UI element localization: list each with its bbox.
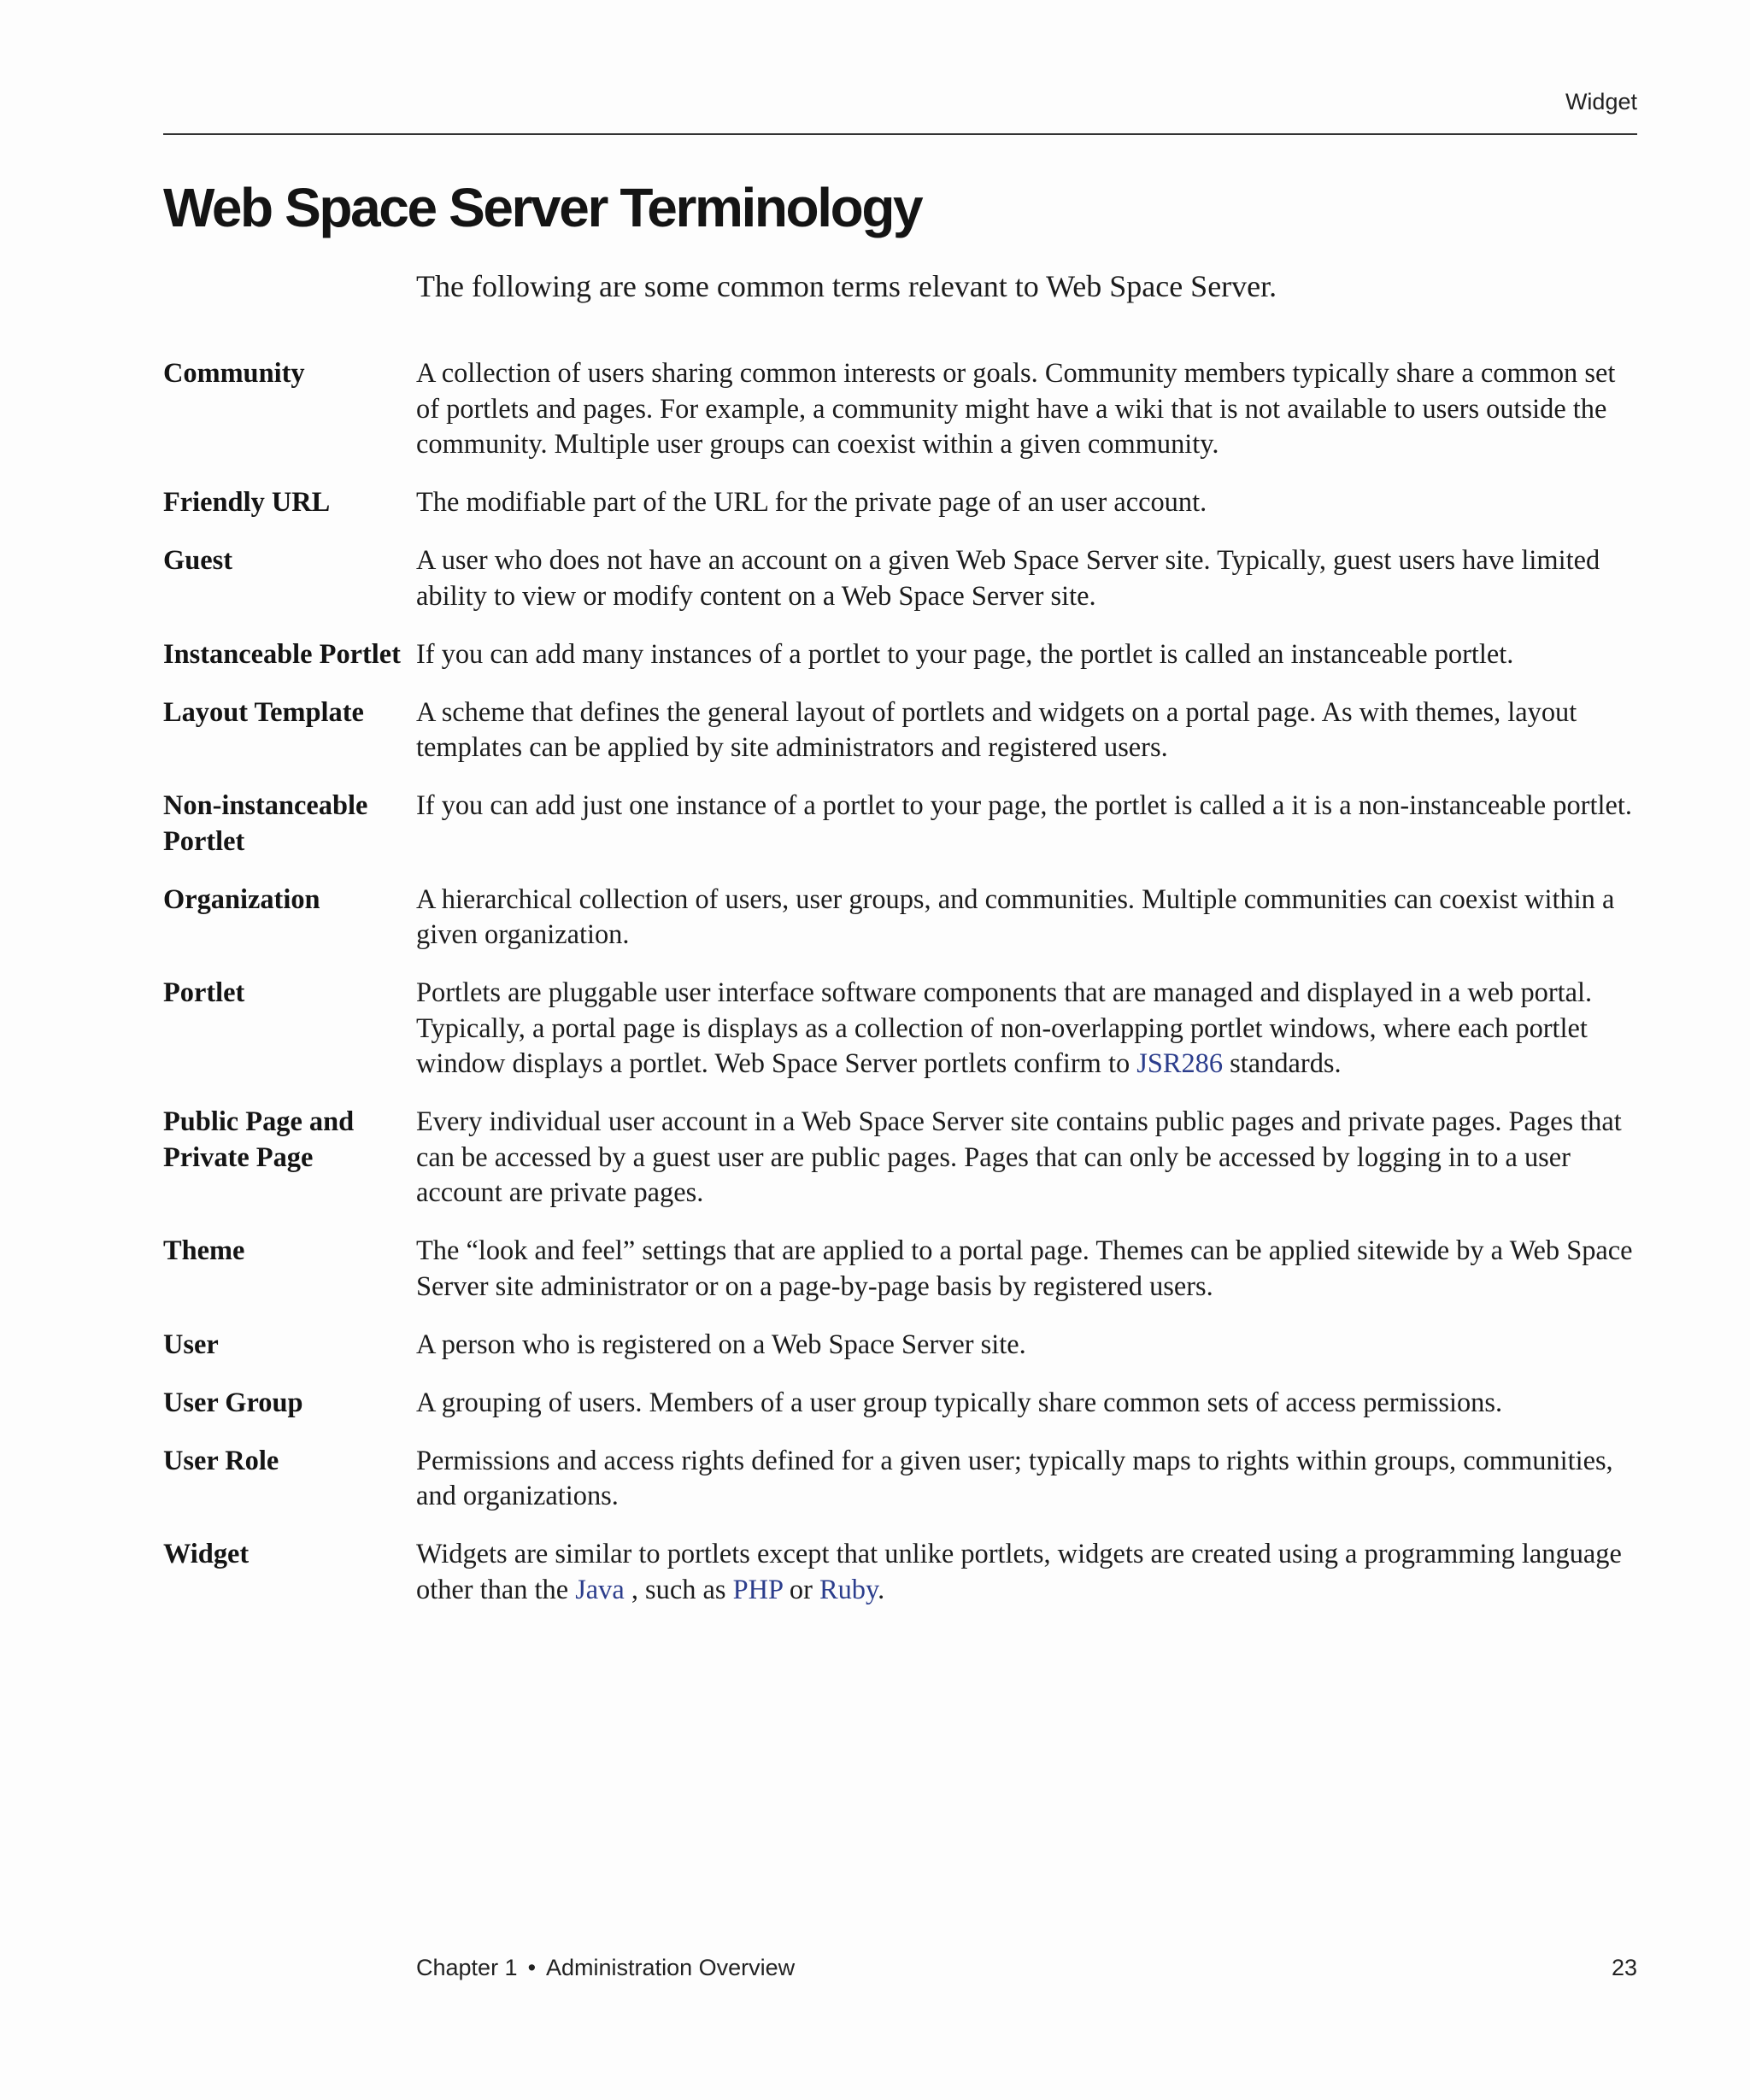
glossary-definition: A user who does not have an account on a given Web Space Server site. Typically, guest users have limited ability to view or modify content on a Web Space Server site.	[416, 545, 1600, 612]
glossary-entry-organization	[163, 883, 1637, 953]
java-link[interactable]: Java	[575, 1574, 625, 1605]
glossary-term: Guest	[163, 545, 232, 576]
intro-paragraph: The following are some common terms relevant to Web Space Server.	[416, 269, 1277, 303]
glossary-definition: A person who is registered on a Web Space Server site.	[416, 1329, 1026, 1360]
glossary-entry-guest	[163, 543, 1637, 614]
page-number: 23	[1611, 1955, 1637, 1980]
running-head: Widget	[1565, 89, 1637, 114]
glossary-term: Widget	[163, 1539, 250, 1569]
glossary-definition: A grouping of users. Members of a user group typically share common sets of access permissions.	[416, 1387, 1503, 1418]
glossary-definition: A scheme that defines the general layout of portlets and widgets on a portal page. As with themes, layout templates can be applied by site administrators and registered users.	[416, 696, 1577, 763]
glossary-term: User Group	[163, 1387, 303, 1418]
footer-chapter	[416, 1955, 795, 1981]
glossary-entry-non-instanceable-portlet	[163, 789, 1637, 859]
glossary-definition	[416, 976, 1637, 1082]
glossary-term: Friendly URL	[163, 487, 331, 518]
glossary-entry-user	[163, 1328, 1637, 1364]
glossary-term: Community	[163, 358, 305, 389]
ruby-link[interactable]: Ruby	[819, 1574, 878, 1605]
glossary-definition	[416, 1537, 1637, 1608]
footer-section-title: Administration Overview	[546, 1955, 796, 1980]
footer-bullet: •	[527, 1955, 537, 1980]
glossary-term: Non-instanceable Portlet	[163, 790, 368, 857]
glossary-definition: If you can add just one instance of a portlet to your page, the portlet is called a it is a non-instanceable portlet.	[416, 790, 1632, 821]
glossary-term: User	[163, 1329, 219, 1360]
glossary-term: Instanceable Portlet	[163, 638, 401, 670]
glossary-definition: The modifiable part of the URL for the private page of an user account.	[416, 487, 1207, 518]
glossary-entry-community	[163, 356, 1637, 463]
glossary-term: User Role	[163, 1445, 279, 1476]
php-link[interactable]: PHP	[732, 1574, 783, 1605]
header-rule	[163, 133, 1637, 135]
definition-text: or	[782, 1574, 819, 1605]
glossary-term: Organization	[163, 883, 320, 915]
glossary-term: Portlet	[163, 977, 245, 1008]
glossary-definition: Permissions and access rights defined for a given user; typically maps to rights within groups, communities, and organizations.	[416, 1445, 1613, 1511]
glossary-entry-user-group	[163, 1386, 1637, 1422]
glossary-entry-friendly-url	[163, 485, 1637, 521]
definition-text: Widgets are similar to portlets except that unlike portlets, widgets are created using a programming language other than the	[416, 1539, 1622, 1605]
definition-text: , such as	[624, 1574, 733, 1605]
glossary-definition: A hierarchical collection of users, user groups, and communities. Multiple communities can coexist within a given organization.	[416, 883, 1615, 950]
glossary-term: Layout Template	[163, 696, 364, 728]
glossary-definition: A collection of users sharing common interests or goals. Community members typically share a common set of portlets and pages. For example, a community might have a wiki that is not available to users outside the community. Multiple user groups can coexist within a given community.	[416, 358, 1616, 460]
definition-text: standards.	[1223, 1048, 1342, 1079]
glossary-entry-public-private-page	[163, 1105, 1637, 1211]
glossary-entry-widget	[163, 1537, 1637, 1608]
glossary-entry-instanceable-portlet	[163, 637, 1637, 673]
footer-chapter-number: Chapter 1	[416, 1955, 518, 1980]
glossary-definition: If you can add many instances of a portlet to your page, the portlet is called an instanceable portlet.	[416, 638, 1514, 670]
glossary-definition: Every individual user account in a Web Space Server site contains public pages and private pages. Pages that can be accessed by a guest user are public pages. Pages that can only be accessed by logging in to a user account are private pages.	[416, 1106, 1622, 1208]
definition-text: .	[878, 1574, 885, 1605]
glossary-list	[163, 356, 1637, 1631]
glossary-entry-theme	[163, 1234, 1637, 1305]
glossary-term: Public Page and Private Page	[163, 1106, 355, 1173]
glossary-term: Theme	[163, 1235, 245, 1266]
page-title: Web Space Server Terminology	[163, 177, 922, 238]
glossary-entry-layout-template	[163, 695, 1637, 766]
definition-text: Portlets are pluggable user interface software components that are managed and displayed in a web portal. Typically, a portal page is displays as a collection of non-overlapping portlet windows, where each portlet window displays a portlet. Web Space Server portlets confirm to	[416, 977, 1593, 1079]
glossary-definition: The “look and feel” settings that are applied to a portal page. Themes can be applied sitewide by a Web Space Server site administrator or on a page-by-page basis by registered users.	[416, 1235, 1633, 1302]
jsr286-link[interactable]: JSR286	[1136, 1048, 1224, 1079]
glossary-entry-user-role	[163, 1444, 1637, 1515]
glossary-entry-portlet	[163, 976, 1637, 1082]
